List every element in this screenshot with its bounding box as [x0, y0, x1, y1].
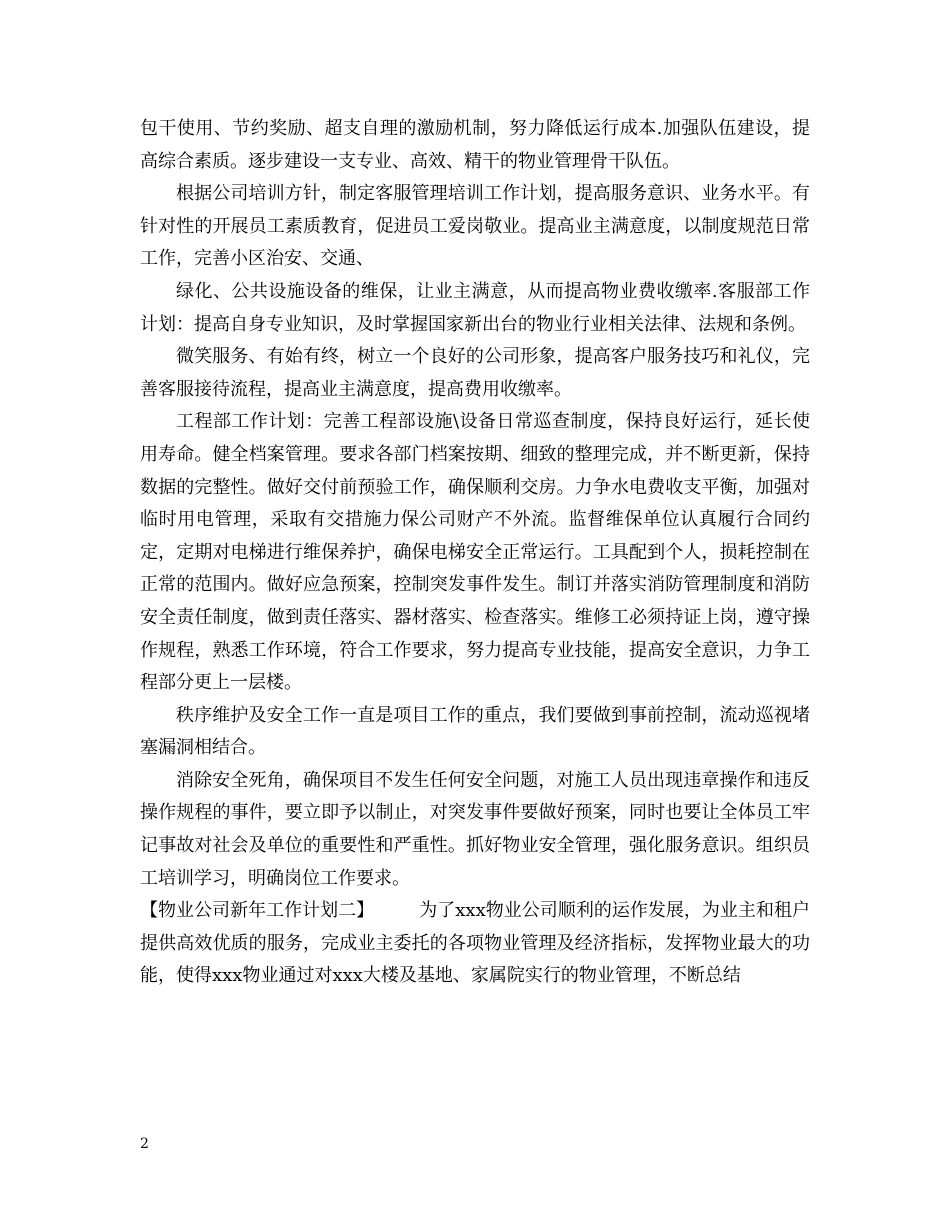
paragraph-1: 包干使用、节约奖励、超支自理的激励机制，努力降低运行成本.加强队伍建设，提高综合素质。逐步建设一支专业、高效、精干的物业管理骨干队伍。: [140, 118, 810, 172]
paragraph-4: 微笑服务、有始有终，树立一个良好的公司形象，提高客户服务技巧和礼仪，完善客服接待流程，提高业主满意度，提高费用收缴率。: [140, 346, 810, 400]
paragraph-2: 根据公司培训方针，制定客服管理培训工作计划，提高服务意识、业务水平。有针对性的开展员工素质教育，促进员工爱岗敬业。提高业主满意度，以制度规范日常工作，完善小区治安、交通、: [140, 183, 810, 270]
paragraph-6: 秩序维护及安全工作一直是项目工作的重点，我们要做到事前控制，流动巡视堵塞漏洞相结合。: [140, 704, 810, 759]
document-body: [140, 113, 810, 993]
paragraph-5: 工程部工作计划：完善工程部设施\设备日常巡查制度，保持良好运行，延长使用寿命。健全档案管理。要求各部门档案按期、细致的整理完成，并不断更新，保持数据的完整性。做好交付前预验工作，确保顺利交房。力争水电费收支平衡，加强对临时用电管理，采取有交措施力保公司财产不外流。监督维保单位认真履行合同约定，定期对电梯进行维保养护，确保电梯安全正常运行。工具配到个人，损耗控制在正常的范围内。做好应急预案，控制突发事件发生。制订并落实消防管理制度和消防安全责任制度，做到责任落实、器材落实、检查落实。维修工必须持证上岗，遵守操作规程，熟悉工作环境，符合工作要求，努力提高专业技能，提高安全意识，力争工程部分更上一层楼。: [140, 411, 810, 694]
paragraph-3: 绿化、公共设施设备的维保，让业主满意，从而提高物业费收缴率.客服部工作计划：提高自身专业知识，及时掌握国家新出台的物业行业相关法律、法规和条例。: [140, 280, 810, 335]
page-number: 2: [140, 1136, 149, 1152]
paragraph-8-section-heading: 【物业公司新年工作计划二】 为了xxx物业公司顺利的运作发展，为业主和租户提供高效优质的服务，完成业主委托的各项物业管理及经济指标，发挥物业最大的功能，使得xxx物业通过对xxx大楼及基地、家属院实行的物业管理，不断总结: [140, 900, 810, 987]
paragraph-7: 消除安全死角，确保项目不发生任何安全问题，对施工人员出现违章操作和违反操作规程的事件，要立即予以制止，对突发事件要做好预案，同时也要让全体员工牢记事故对社会及单位的重要性和严重性。抓好物业安全管理，强化服务意识。组织员工培训学习，明确岗位工作要求。: [140, 769, 810, 889]
